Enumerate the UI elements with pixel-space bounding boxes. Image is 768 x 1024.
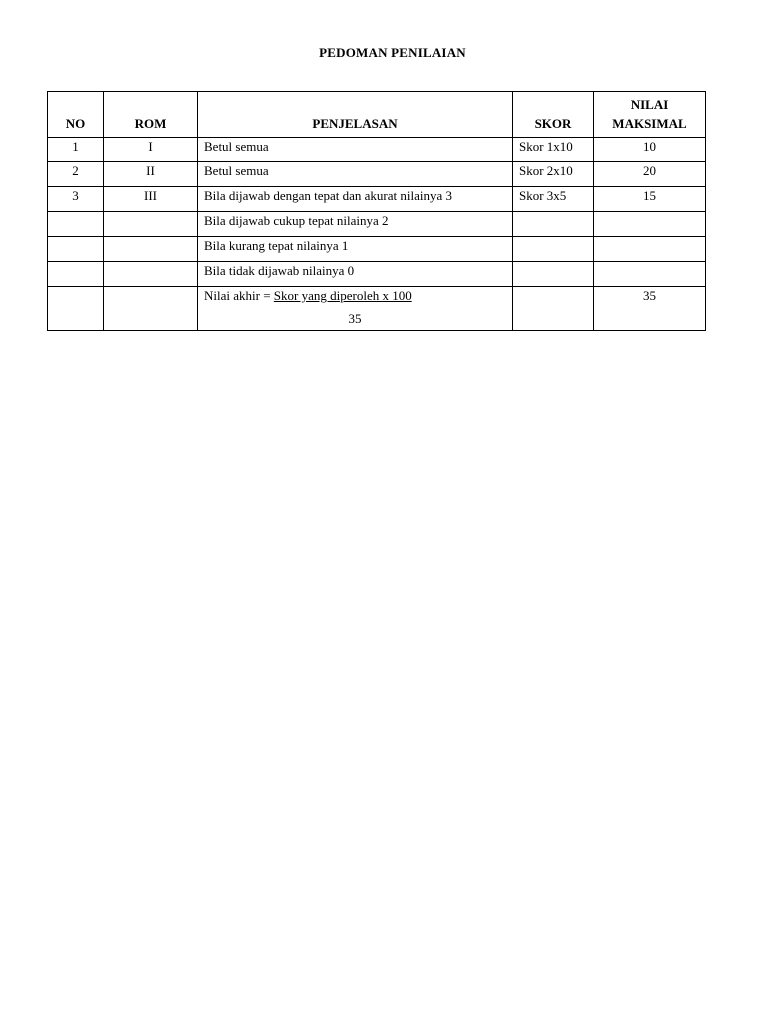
final-score-formula [198, 287, 513, 331]
header-skor: SKOR [513, 92, 594, 138]
formula-label: Nilai akhir = [204, 288, 274, 303]
cell-skor: Skor 3x5 [513, 187, 594, 212]
cell-penjelasan: Bila dijawab dengan tepat dan akurat nilainya 3 [198, 187, 513, 212]
table-header-row [48, 92, 706, 138]
table-row [48, 262, 706, 287]
final-score-row [48, 287, 706, 331]
cell-skor [513, 237, 594, 262]
cell-penjelasan: Bila kurang tepat nilainya 1 [198, 237, 513, 262]
document-title: PEDOMAN PENILAIAN [319, 45, 466, 60]
cell-penjelasan: Bila dijawab cukup tepat nilainya 2 [198, 212, 513, 237]
cell-rom: I [104, 138, 198, 162]
cell-skor: Skor 2x10 [513, 162, 594, 187]
cell-no [48, 237, 104, 262]
cell-penjelasan: Bila tidak dijawab nilainya 0 [198, 262, 513, 287]
cell-rom [104, 287, 198, 331]
header-nilai-line1: NILAI [630, 97, 669, 112]
header-no: NO [48, 92, 104, 138]
cell-skor [513, 212, 594, 237]
cell-rom: II [104, 162, 198, 187]
cell-rom [104, 262, 198, 287]
table-row [48, 138, 706, 162]
cell-nilai [594, 212, 706, 237]
cell-rom [104, 212, 198, 237]
cell-penjelasan: Betul semua [198, 138, 513, 162]
cell-nilai [594, 262, 706, 287]
cell-skor [513, 287, 594, 331]
cell-skor: Skor 1x10 [513, 138, 594, 162]
cell-no [48, 212, 104, 237]
cell-nilai: 10 [594, 138, 706, 162]
header-nilai-line2: MAKSIMAL [612, 116, 687, 131]
cell-no: 1 [48, 138, 104, 162]
cell-no: 3 [48, 187, 104, 212]
cell-penjelasan: Betul semua [198, 162, 513, 187]
cell-no: 2 [48, 162, 104, 187]
table-row [48, 187, 706, 212]
cell-no [48, 287, 104, 331]
table-row [48, 212, 706, 237]
cell-nilai [594, 237, 706, 262]
cell-skor [513, 262, 594, 287]
cell-nilai: 20 [594, 162, 706, 187]
formula-numerator: Skor yang diperoleh x 100 [273, 288, 412, 303]
table-row [48, 162, 706, 187]
header-rom: ROM [104, 92, 198, 138]
grading-table [47, 91, 706, 331]
cell-nilai: 15 [594, 187, 706, 212]
table-row [48, 237, 706, 262]
cell-no [48, 262, 104, 287]
header-penjelasan: PENJELASAN [198, 92, 513, 138]
final-max-value: 35 [594, 287, 706, 331]
header-nilai-maksimal [594, 92, 706, 138]
cell-rom: III [104, 187, 198, 212]
cell-rom [104, 237, 198, 262]
formula-denominator: 35 [348, 311, 362, 326]
